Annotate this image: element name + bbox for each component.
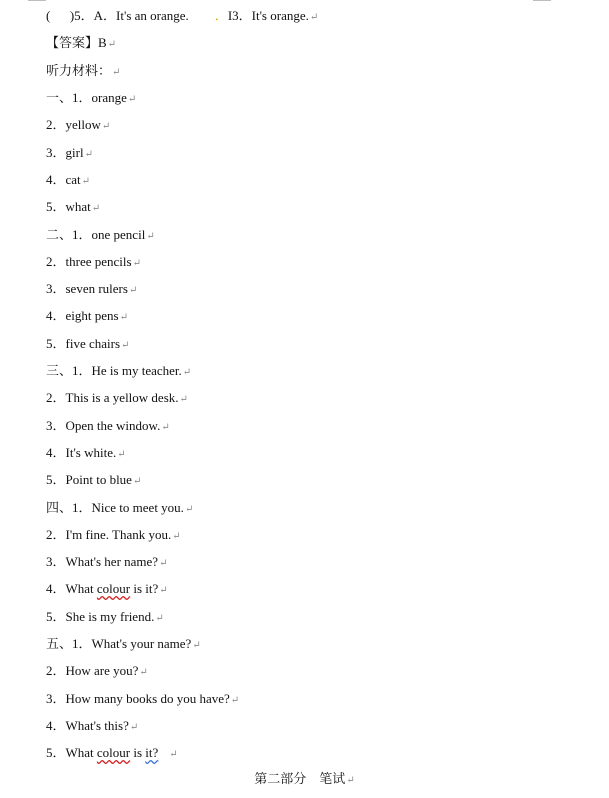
section-1-item-3 [46, 145, 93, 163]
paragraph-mark: ↵ [182, 367, 192, 378]
question-5-line [46, 8, 318, 26]
paragraph-mark: ↵ [128, 285, 138, 296]
paragraph-mark: ↵ [117, 449, 126, 460]
section-numeral: 一、 [46, 90, 73, 105]
paragraph-mark: ↵ [169, 749, 178, 760]
item-text: 2．How are you? [46, 663, 139, 678]
section-3-item-3 [46, 418, 170, 436]
item-text: 1．What's your name? [72, 636, 192, 651]
grammar-flagged-word: it? [145, 745, 159, 760]
spell-flagged-word: colour [96, 745, 131, 760]
option-marker: ． [214, 8, 228, 23]
section-1-item-4 [46, 172, 90, 190]
paragraph-mark: ↵ [112, 67, 121, 78]
section-4-item-4 [46, 581, 168, 599]
section-5-item-5 [46, 745, 178, 763]
section-4-item-5 [46, 609, 164, 627]
item-text: 2．three pencils [46, 254, 132, 269]
section-2-item-3 [46, 281, 137, 299]
paragraph-mark: ↵ [346, 775, 355, 786]
section-2-item-2 [46, 254, 141, 272]
item-text: 3．How many books do you have? [46, 691, 230, 706]
item-text-rest: is it? [130, 581, 159, 596]
question-option-b: I3．It's orange. [227, 8, 309, 23]
item-text: 4．What [46, 581, 97, 596]
item-text: 3．seven rulers [46, 281, 128, 296]
paragraph-mark: ↵ [184, 504, 194, 515]
paragraph-mark: ↵ [179, 394, 188, 405]
question-paren-open: ( [46, 8, 51, 23]
paragraph-mark: ↵ [84, 149, 93, 160]
item-text: 4．What's this? [46, 718, 129, 733]
answer-text: 【答案】B [46, 35, 107, 50]
page-corner-mark-left [28, 0, 46, 1]
page-corner-mark-right [533, 0, 551, 1]
item-text: 5．What [46, 745, 97, 760]
section-numeral: 三、 [46, 363, 73, 378]
section-4-item-2 [46, 527, 181, 545]
section-3-item-2 [46, 390, 188, 408]
section-3-item-4 [46, 445, 126, 463]
paragraph-mark: ↵ [129, 722, 139, 733]
paragraph-mark: ↵ [172, 531, 181, 542]
answer-line [46, 35, 116, 53]
section-5-item-2 [46, 663, 148, 681]
section-2-item-5 [46, 336, 129, 354]
question-paren-gap [50, 8, 70, 23]
section-3-item-1 [46, 363, 191, 381]
section-footer [0, 771, 609, 789]
section-1-item-5 [46, 199, 100, 217]
item-text: 2．yellow [46, 117, 101, 132]
paragraph-mark: ↵ [91, 203, 101, 214]
section-3-item-5 [46, 472, 141, 490]
paragraph-mark: ↵ [230, 695, 240, 706]
spell-flagged-word: colour [96, 581, 131, 596]
item-text-rest: is [130, 745, 146, 760]
section-5-item-3 [46, 691, 239, 709]
item-text: 1．orange [72, 90, 127, 105]
paragraph-mark: ↵ [161, 422, 170, 433]
paragraph-mark: ↵ [192, 640, 201, 651]
item-text: 5．what [46, 199, 91, 214]
item-text: 4．eight pens [46, 308, 119, 323]
paragraph-mark: ↵ [159, 585, 168, 596]
paragraph-mark: ↵ [309, 12, 319, 23]
section-4-item-3 [46, 554, 167, 572]
listening-title-line [46, 63, 120, 81]
item-text: 4．It's white. [46, 445, 117, 460]
section-numeral: 二、 [46, 227, 73, 242]
paragraph-mark: ↵ [119, 312, 128, 323]
item-text: 3．What's her name? [46, 554, 159, 569]
paragraph-mark: ↵ [81, 176, 91, 187]
section-1-item-1 [46, 90, 136, 108]
item-text: 5．She is my friend. [46, 609, 155, 624]
section-4-item-1 [46, 500, 193, 518]
paragraph-mark: ↵ [107, 39, 117, 50]
item-text: 1．Nice to meet you. [72, 500, 184, 515]
item-text: 1．one pencil [72, 227, 146, 242]
paragraph-mark: ↵ [101, 121, 111, 132]
paragraph-mark: ↵ [121, 340, 130, 351]
question-option-a: )5．A．It's an orange. [69, 8, 189, 23]
section-2-item-4 [46, 308, 128, 326]
section-5-item-1 [46, 636, 201, 654]
item-text: 5．Point to blue [46, 472, 132, 487]
item-text: 1．He is my teacher. [72, 363, 182, 378]
item-text: 2．I'm fine. Thank you. [46, 527, 172, 542]
section-2-item-1 [46, 227, 155, 245]
section-numeral: 四、 [46, 500, 73, 515]
paragraph-mark: ↵ [132, 258, 141, 269]
paragraph-mark: ↵ [155, 613, 164, 624]
item-text: 2．This is a yellow desk. [46, 390, 179, 405]
item-text: 3．girl [46, 145, 84, 160]
item-text: 3．Open the window. [46, 418, 161, 433]
section-1-item-2 [46, 117, 110, 135]
paragraph-mark: ↵ [132, 476, 142, 487]
paragraph-mark: ↵ [127, 94, 137, 105]
item-text: 5．five chairs [46, 336, 121, 351]
paragraph-mark: ↵ [159, 558, 168, 569]
item-text: 4．cat [46, 172, 81, 187]
listening-title: 听力材料： [46, 63, 112, 78]
section-numeral: 五、 [46, 636, 73, 651]
paragraph-mark: ↵ [146, 231, 155, 242]
paragraph-mark: ↵ [139, 667, 148, 678]
footer-text: 第二部分 笔试 [254, 771, 346, 786]
section-5-item-4 [46, 718, 138, 736]
